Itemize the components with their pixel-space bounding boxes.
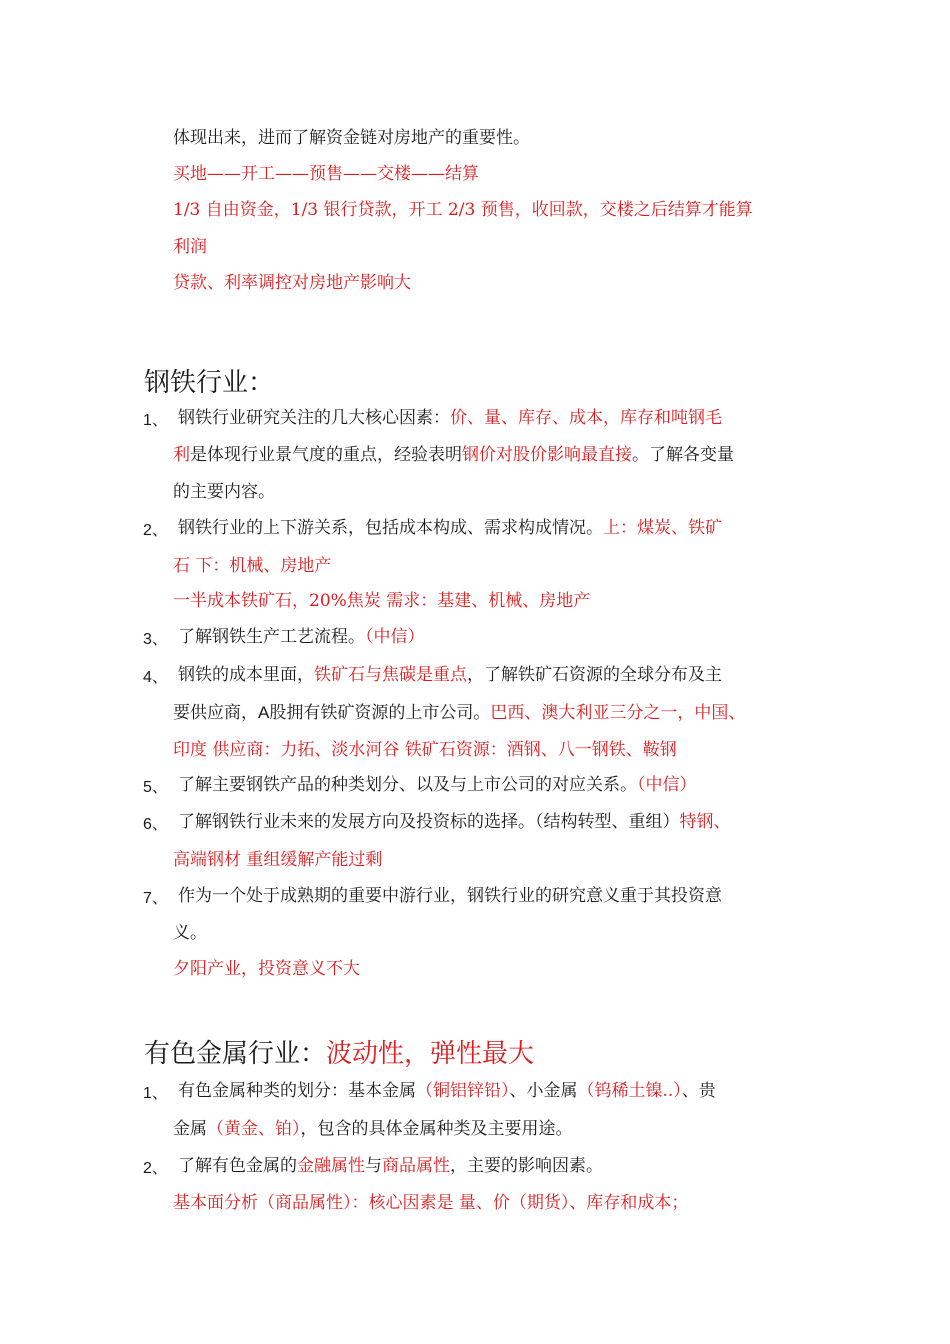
- list-item-cont: 高端钢材 重组缓解产能过剩: [173, 850, 383, 870]
- list-item: 有色金属种类的划分：基本金属（铜铝锌铅）、小金属（钨稀土镍..）、贵: [178, 1081, 716, 1101]
- list-item-cont: 印度 供应商：力拓、淡水河谷 铁矿石资源：酒钢、八一钢铁、鞍钢: [173, 740, 677, 760]
- list-number: 6、: [143, 816, 168, 833]
- intro-flow: 买地——开工——预售——交楼——结算: [173, 164, 479, 184]
- list-item-note: 基本面分析（商品属性）：核心因素是 量、价（期货）、库存和成本；: [173, 1193, 689, 1213]
- list-item-note: 一半成本铁矿石，20%焦炭 需求：基建、机械、房地产: [173, 591, 591, 611]
- list-item: 钢铁行业研究关注的几大核心因素：价、量、库存、成本，库存和吨钢毛: [178, 408, 722, 428]
- list-item: 作为一个处于成熟期的重要中游行业，钢铁行业的研究意义重于其投资意: [178, 886, 722, 906]
- intro-funding-cont: 利润: [173, 237, 207, 257]
- list-item-cont: 金属（黄金、铂），包含的具体金属种类及主要用途。: [173, 1119, 573, 1139]
- list-number: 1、: [143, 1085, 168, 1102]
- list-item-cont: 要供应商，A股拥有铁矿资源的上市公司。巴西、澳大利亚三分之一，中国、: [173, 703, 746, 723]
- list-item-note: 夕阳产业，投资意义不大: [173, 959, 360, 979]
- list-item: 了解钢铁生产工艺流程。（中信）: [178, 627, 425, 647]
- list-number: 2、: [143, 1160, 168, 1177]
- intro-rates: 贷款、利率调控对房地产影响大: [173, 273, 411, 293]
- list-item: 了解有色金属的金融属性与商品属性，主要的影响因素。: [178, 1156, 603, 1176]
- intro-funding: 1/3 自由资金，1/3 银行贷款，开工 2/3 预售，收回款，交楼之后结算才能算: [173, 200, 753, 220]
- metals-heading: 有色金属行业：波动性，弹性最大: [144, 1039, 535, 1069]
- list-number: 2、: [143, 522, 168, 539]
- list-item: 了解主要钢铁产品的种类划分、以及与上市公司的对应关系。（中信）: [178, 775, 697, 795]
- list-item: 钢铁行业的上下游关系，包括成本构成、需求构成情况。上：煤炭、铁矿: [178, 518, 722, 538]
- list-item-cont: 利是体现行业景气度的重点，经验表明钢价对股价影响最直接。了解各变量: [173, 445, 734, 465]
- list-item: 钢铁的成本里面，铁矿石与焦碳是重点，了解铁矿石资源的全球分布及主: [178, 665, 722, 685]
- list-number: 3、: [143, 631, 168, 648]
- list-number: 5、: [143, 779, 168, 796]
- list-item-cont: 石 下：机械、房地产: [173, 556, 332, 576]
- list-number: 1、: [143, 412, 168, 429]
- list-item-cont: 的主要内容。: [173, 482, 275, 502]
- steel-heading: 钢铁行业：: [144, 368, 275, 398]
- list-item: 了解钢铁行业未来的发展方向及投资标的选择。（结构转型、重组）特钢、: [178, 812, 731, 832]
- list-number: 7、: [143, 890, 168, 907]
- intro-text: 体现出来，进而了解资金链对房地产的重要性。: [173, 128, 530, 148]
- list-item-cont: 义。: [173, 923, 207, 943]
- list-number: 4、: [143, 669, 168, 686]
